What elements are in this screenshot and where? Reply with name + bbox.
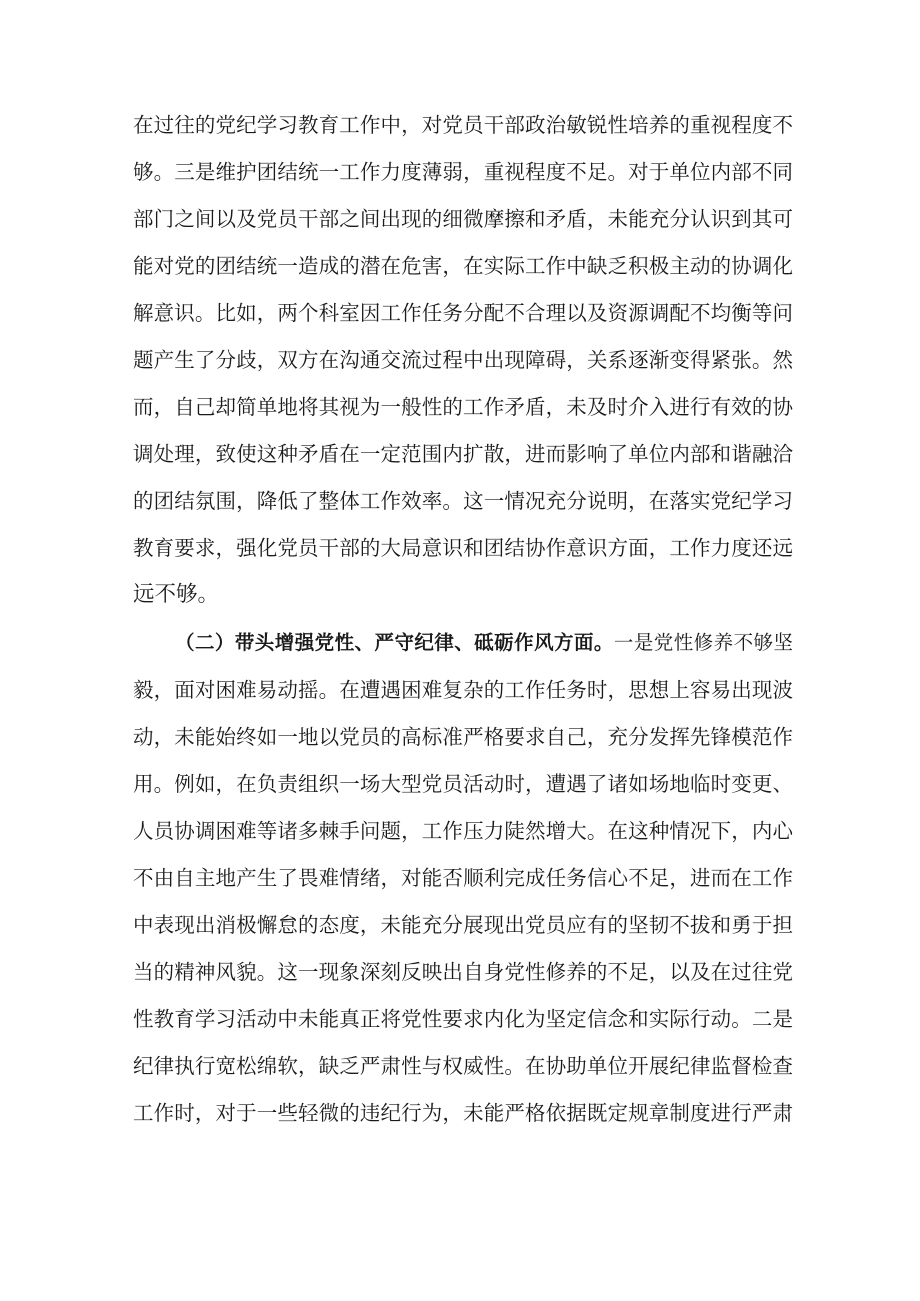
paragraph-2-line-7: 中表现出消极懈怠的态度，未能充分展现出党员应有的坚韧不拔和勇于担 xyxy=(133,913,793,937)
section-heading: （二）带头增强党性、严守纪律、砥砺作风方面。 xyxy=(175,631,614,654)
paragraph-1-line-11: 远不够。 xyxy=(133,582,220,607)
paragraph-2-line-11: 工作时，对于一些轻微的违纪行为，未能严格依据既定规章制度进行严肃 xyxy=(133,1101,793,1125)
paragraph-1-line-9: 的团结氛围，降低了整体工作效率。这一情况充分说明，在落实党纪学习 xyxy=(133,489,793,513)
paragraph-1-line-1: 在过往的党纪学习教育工作中，对党员干部政治敏锐性培养的重视程度不 xyxy=(133,113,793,137)
paragraph-2-line-1 xyxy=(175,623,793,663)
paragraph-1-line-8: 调处理，致使这种矛盾在一定范围内扩散，进而影响了单位内部和谐融洽 xyxy=(133,442,793,466)
paragraph-2-line-8: 当的精神风貌。这一现象深刻反映出自身党性修养的不足，以及在过往党 xyxy=(133,960,793,984)
paragraph-1-line-2: 够。三是维护团结统一工作力度薄弱，重视程度不足。对于单位内部不同 xyxy=(133,160,793,184)
paragraph-2-line-3: 动，未能始终如一地以党员的高标准严格要求自己，充分发挥先锋模范作 xyxy=(133,725,793,749)
paragraph-1-line-5: 解意识。比如，两个科室因工作任务分配不合理以及资源调配不均衡等问 xyxy=(133,301,793,325)
paragraph-1-line-6: 题产生了分歧，双方在沟通交流过程中出现障碍，关系逐渐变得紧张。然 xyxy=(133,348,793,372)
paragraph-2-line-6: 不由自主地产生了畏难情绪，对能否顺利完成任务信心不足，进而在工作 xyxy=(133,866,793,890)
paragraph-2-line-4: 用。例如，在负责组织一场大型党员活动时，遭遇了诸如场地临时变更、 xyxy=(133,772,793,796)
paragraph-2-line-1-rest: 一是党性修养不够坚 xyxy=(613,631,793,654)
paragraph-1-line-3: 部门之间以及党员干部之间出现的细微摩擦和矛盾，未能充分认识到其可 xyxy=(133,207,793,231)
paragraph-1-line-7: 而，自己却简单地将其视为一般性的工作矛盾，未及时介入进行有效的协 xyxy=(133,395,793,419)
paragraph-2-line-9: 性教育学习活动中未能真正将党性要求内化为坚定信念和实际行动。二是 xyxy=(133,1007,793,1031)
paragraph-2-line-2: 毅，面对困难易动摇。在遭遇困难复杂的工作任务时，思想上容易出现波 xyxy=(133,678,793,702)
paragraph-2-line-10: 纪律执行宽松绵软，缺乏严肃性与权威性。在协助单位开展纪律监督检查 xyxy=(133,1054,793,1078)
paragraph-1-line-10: 教育要求，强化党员干部的大局意识和团结协作意识方面，工作力度还远 xyxy=(133,536,793,560)
paragraph-1-line-4: 能对党的团结统一造成的潜在危害，在实际工作中缺乏积极主动的协调化 xyxy=(133,254,793,278)
paragraph-2-line-5: 人员协调困难等诸多棘手问题，工作压力陡然增大。在这种情况下，内心 xyxy=(133,819,793,843)
